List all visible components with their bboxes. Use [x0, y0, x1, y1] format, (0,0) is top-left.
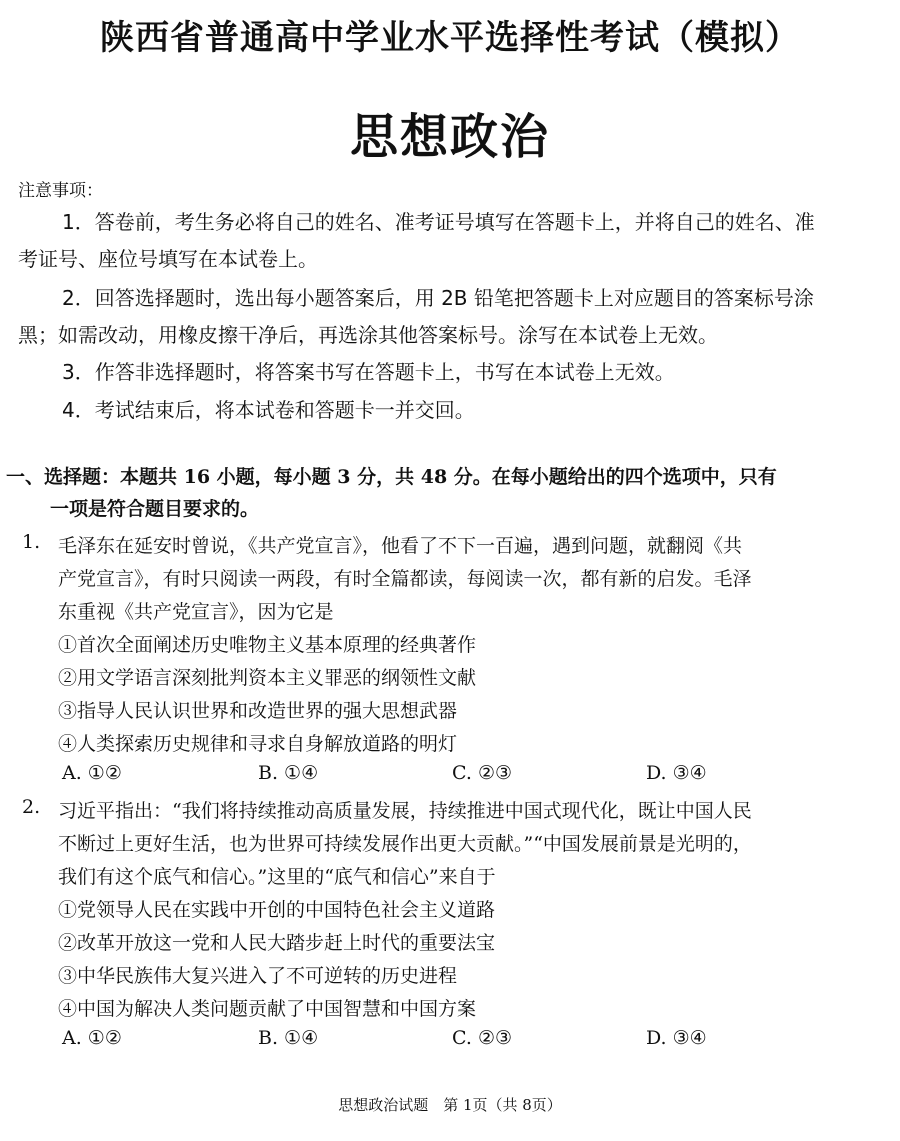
- section-instruction: 一、选择题：本题共 16 小题，每小题 3 分，共 48 分。在每小题给出的四个选项中，只有: [6, 466, 777, 488]
- statement-item: ③指导人民认识世界和改造世界的强大思想武器: [58, 700, 458, 722]
- question-number: 2.: [22, 796, 41, 818]
- page-footer: 思想政治试题 第 1页（共 8页）: [338, 1096, 562, 1114]
- notice-line: 黑；如需改动，用橡皮擦干净后，再选涂其他答案标号。涂写在本试卷上无效。: [18, 323, 718, 347]
- notice-line: 考证号、座位号填写在本试卷上。: [18, 247, 318, 271]
- option-c: C. ②③: [452, 762, 513, 784]
- exam-title: 陕西省普通高中学业水平选择性考试（模拟）: [100, 18, 800, 58]
- option-d: D. ③④: [646, 1027, 707, 1049]
- option-c: C. ②③: [452, 1027, 513, 1049]
- section-instruction: 一项是符合题目要求的。: [50, 498, 260, 520]
- question-stem: 我们有这个底气和信心。”这里的“底气和信心”来自于: [58, 866, 496, 888]
- option-a: A. ①②: [62, 762, 122, 784]
- notice-line: 4．考试结束后，将本试卷和答题卡一并交回。: [62, 398, 475, 422]
- notice-line: 3．作答非选择题时，将答案书写在答题卡上，书写在本试卷上无效。: [62, 360, 675, 384]
- notice-line: 1．答卷前，考生务必将自己的姓名、准考证号填写在答题卡上，并将自己的姓名、准: [62, 210, 815, 234]
- question-stem: 产党宣言》，有时只阅读一两段，有时全篇都读，每阅读一次，都有新的启发。毛泽: [58, 568, 752, 590]
- option-d: D. ③④: [646, 762, 707, 784]
- question-stem: 毛泽东在延安时曾说，《共产党宣言》，他看了不下一百遍，遇到问题，就翻阅《共: [58, 535, 743, 557]
- notice-heading: 注意事项：: [18, 181, 103, 201]
- statement-item: ②用文学语言深刻批判资本主义罪恶的纲领性文献: [58, 667, 477, 689]
- option-b: B. ①④: [258, 1027, 319, 1049]
- statement-item: ③中华民族伟大复兴进入了不可逆转的历史进程: [58, 965, 458, 987]
- statement-item: ②改革开放这一党和人民大踏步赶上时代的重要法宝: [58, 932, 496, 954]
- option-b: B. ①④: [258, 762, 319, 784]
- statement-item: ④人类探索历史规律和寻求自身解放道路的明灯: [58, 733, 458, 755]
- notice-line: 2．回答选择题时，选出每小题答案后，用 2B 铅笔把答题卡上对应题目的答案标号涂: [62, 286, 814, 310]
- option-a: A. ①②: [62, 1027, 122, 1049]
- statement-item: ①首次全面阐述历史唯物主义基本原理的经典著作: [58, 634, 477, 656]
- question-number: 1.: [22, 531, 41, 553]
- question-stem: 习近平指出：“我们将持续推动高质量发展，持续推进中国式现代化，既让中国人民: [58, 800, 752, 822]
- statement-item: ①党领导人民在实践中开创的中国特色社会主义道路: [58, 899, 496, 921]
- subject-title: 思想政治: [349, 109, 550, 165]
- question-stem: 东重视《共产党宣言》，因为它是: [58, 601, 334, 623]
- statement-item: ④中国为解决人类问题贡献了中国智慧和中国方案: [58, 998, 477, 1020]
- question-stem: 不断过上更好生活，也为世界可持续发展作出更大贡献。”“中国发展前景是光明的，: [58, 833, 752, 855]
